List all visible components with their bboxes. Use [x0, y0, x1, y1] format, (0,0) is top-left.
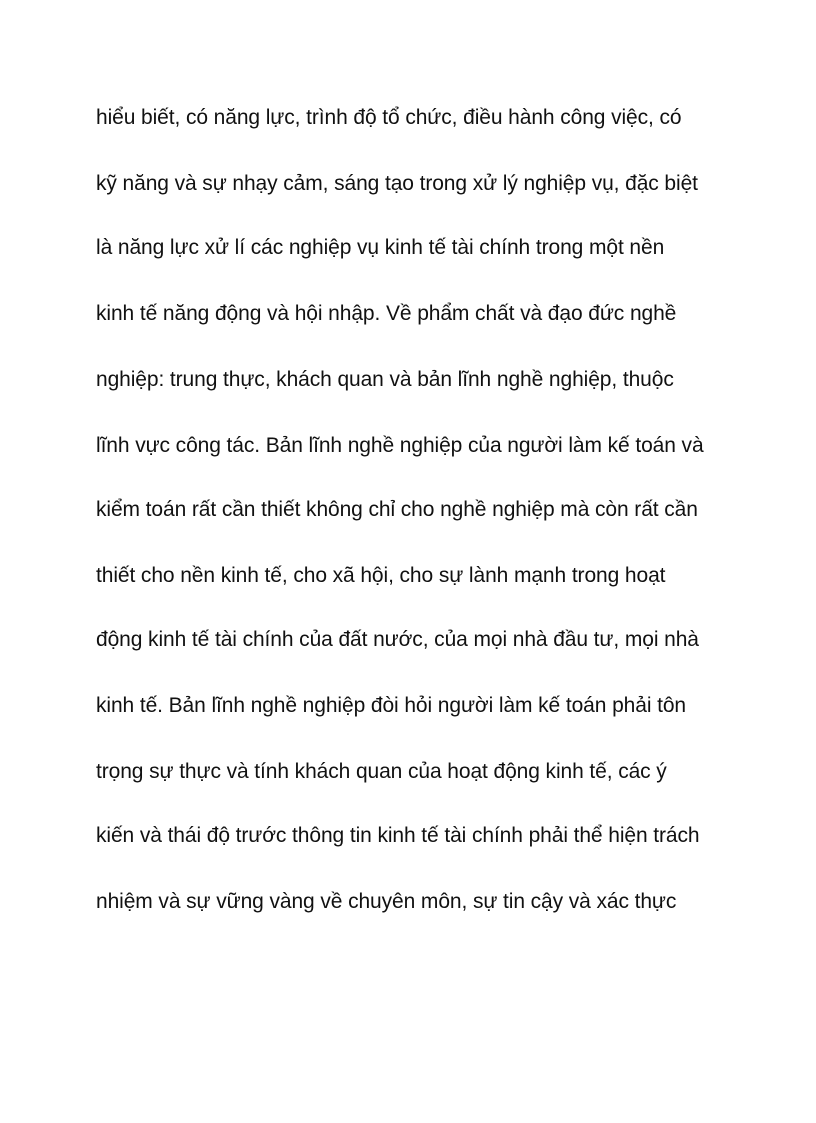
text-line: thiết cho nền kinh tế, cho xã hội, cho sự lành mạnh trong hoạt	[96, 564, 666, 587]
text-line: hiểu biết, có năng lực, trình độ tổ chức, điều hành công việc, có	[96, 106, 682, 129]
text-line: là năng lực xử lí các nghiệp vụ kinh tế tài chính trong một nền	[96, 236, 665, 259]
text-line: nghiệp: trung thực, khách quan và bản lĩnh nghề nghiệp, thuộc	[96, 368, 674, 391]
text-line: kinh tế. Bản lĩnh nghề nghiệp đòi hỏi người làm kế toán phải tôn	[96, 694, 687, 717]
text-line: động kinh tế tài chính của đất nước, của mọi nhà đầu tư, mọi nhà	[96, 628, 699, 651]
text-line: lĩnh vực công tác. Bản lĩnh nghề nghiệp của người làm kế toán và	[96, 434, 704, 457]
text-line: kiểm toán rất cần thiết không chỉ cho nghề nghiệp mà còn rất cần	[96, 498, 698, 521]
text-line: trọng sự thực và tính khách quan của hoạt động kinh tế, các ý	[96, 760, 667, 783]
text-line: nhiệm và sự vững vàng về chuyên môn, sự tin cậy và xác thực	[96, 890, 677, 913]
text-line: kinh tế năng động và hội nhập. Về phẩm chất và đạo đức nghề	[96, 302, 677, 325]
text-line: kỹ năng và sự nhạy cảm, sáng tạo trong xử lý nghiệp vụ, đặc biệt	[96, 172, 698, 195]
text-line: kiến và thái độ trước thông tin kinh tế tài chính phải thể hiện trách	[96, 824, 700, 847]
